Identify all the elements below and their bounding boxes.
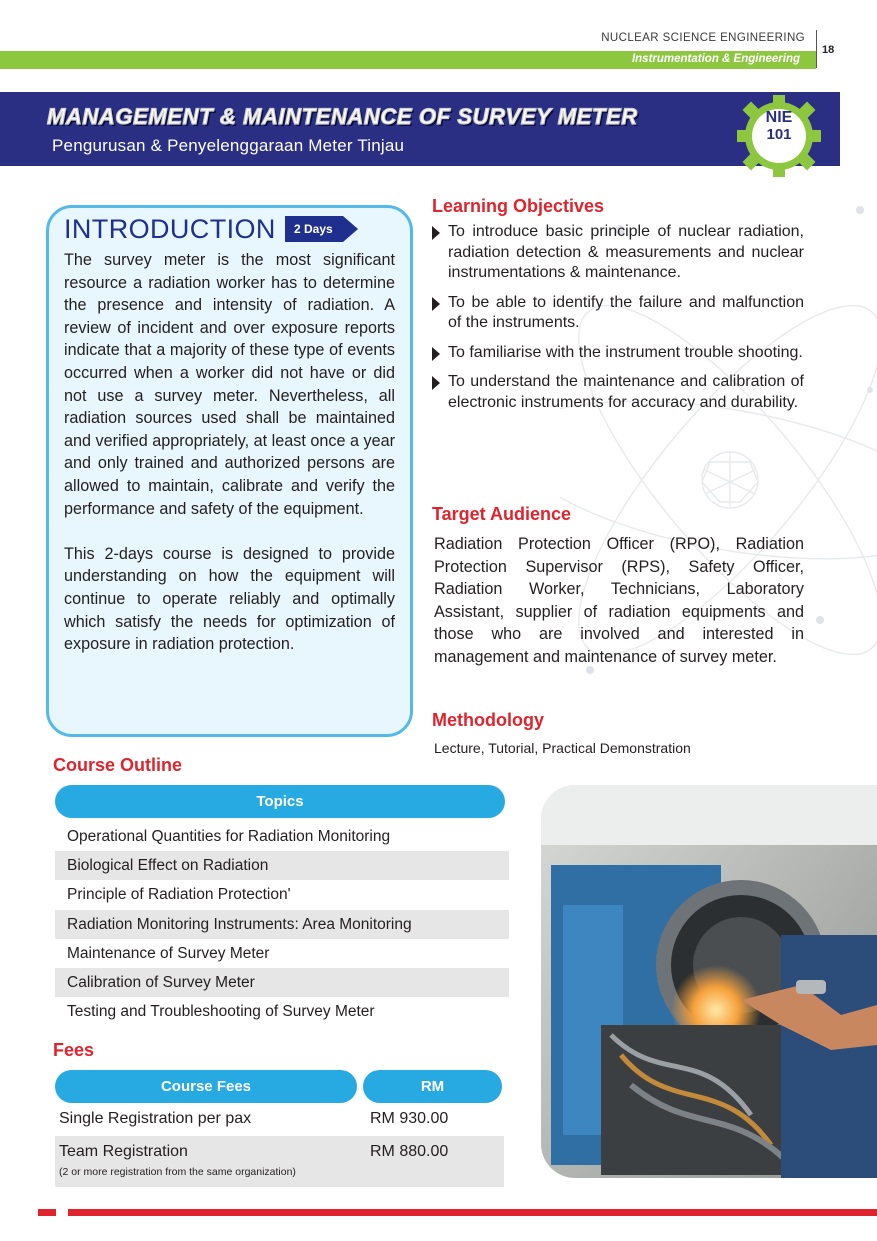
footer-bar — [68, 1209, 877, 1216]
table-row — [55, 1136, 504, 1187]
intro-paragraph: The survey meter is the most significant resource a radiation worker has to determine the presence and intensity of radiation. A review of incident and over exposure reports indicate that a majority of these type of events occurred when a worker did not have or did not use a survey meter. Nevertheless, all radiation sources used shall be maintained and verified appropriately, at least once a year and only trained and authorized persons are allowed to maintain, calibrate and verify the performance and safety of the equipment. — [64, 251, 395, 518]
triangle-bullet-icon — [432, 226, 440, 240]
table-row — [55, 1105, 504, 1135]
fee-label: Single Registration per pax — [59, 1110, 252, 1127]
list-item — [432, 222, 804, 284]
section-subtitle: Instrumentation & Engineering — [631, 53, 800, 65]
department-label: NUCLEAR SCIENCE ENGINEERING — [601, 32, 805, 44]
fee-amount: RM 930.00 — [370, 1110, 449, 1127]
objective-text: To be able to identify the failure and malfunction of the instruments. — [448, 293, 804, 331]
workshop-photo — [541, 785, 877, 1178]
footer-bar-short — [38, 1209, 56, 1216]
table-row: Principle of Radiation Protection' — [67, 886, 291, 904]
objective-text: To introduce basic principle of nuclear radiation, radiation detection & measurements and nuclear instrumentations & maintenance. — [448, 223, 804, 281]
duration-tag-arrow — [343, 216, 358, 242]
table-row: Radiation Monitoring Instruments: Area Monitoring — [55, 910, 509, 939]
course-code-prefix: NIE — [765, 109, 793, 126]
introduction-heading: INTRODUCTION — [64, 214, 276, 244]
table-row: Operational Quantities for Radiation Monitoring — [67, 828, 391, 845]
fees-heading: Fees — [53, 1040, 95, 1060]
objective-text: To understand the maintenance and calibration of electronic instruments for accuracy and durability. — [448, 373, 804, 411]
course-fees-header: Course Fees — [55, 1070, 357, 1103]
table-row: Biological Effect on Radiation — [55, 851, 509, 880]
learning-objectives-list — [432, 222, 804, 422]
machinery-illustration — [541, 785, 877, 1178]
course-title: MANAGEMENT & MAINTENANCE OF SURVEY METER — [47, 104, 638, 129]
methodology-text: Lecture, Tutorial, Practical Demonstration — [434, 740, 691, 756]
page-number: 18 — [822, 44, 835, 56]
triangle-bullet-icon — [432, 347, 440, 361]
list-item — [432, 343, 804, 364]
topics-table — [55, 822, 509, 1026]
target-audience-heading: Target Audience — [432, 504, 572, 524]
list-item — [432, 293, 804, 334]
objective-text: To familiarise with the instrument trouble shooting. — [448, 343, 803, 361]
header-divider — [816, 30, 817, 68]
course-code-number: 101 — [766, 126, 792, 143]
course-outline-heading: Course Outline — [53, 755, 183, 775]
introduction-text — [64, 249, 395, 656]
course-title-malay: Pengurusan & Penyelenggaraan Meter Tinjau — [52, 136, 405, 155]
table-row: Calibration of Survey Meter — [55, 968, 509, 997]
fee-note: (2 or more registration from the same organization) — [59, 1166, 296, 1178]
table-row: Maintenance of Survey Meter — [67, 944, 270, 962]
methodology-heading: Methodology — [432, 710, 544, 730]
triangle-bullet-icon — [432, 297, 440, 311]
duration-tag: 2 Days — [285, 216, 343, 242]
fee-amount: RM 880.00 — [370, 1143, 449, 1160]
topics-header: Topics — [55, 785, 505, 818]
intro-paragraph: This 2-days course is designed to provide understanding on how the equipment will continue to operate reliably and optimally which satisfy the needs for optimization of exposure in radiation protection. — [64, 544, 395, 654]
learning-objectives-heading: Learning Objectives — [432, 196, 605, 216]
target-audience-text: Radiation Protection Officer (RPO), Radiation Protection Supervisor (RPS), Safety Officer, Radiation Worker, Technicians, Laboratory Assistant, supplier of radiation equipments and those who are involved and interested in management and maintenance of survey meter. — [434, 535, 804, 666]
rm-header: RM — [363, 1070, 502, 1103]
triangle-bullet-icon — [432, 376, 440, 390]
list-item — [432, 372, 804, 413]
table-row: Testing and Troubleshooting of Survey Meter — [67, 1003, 375, 1021]
course-code-badge — [733, 95, 829, 177]
fee-label: Team Registration — [59, 1143, 188, 1160]
